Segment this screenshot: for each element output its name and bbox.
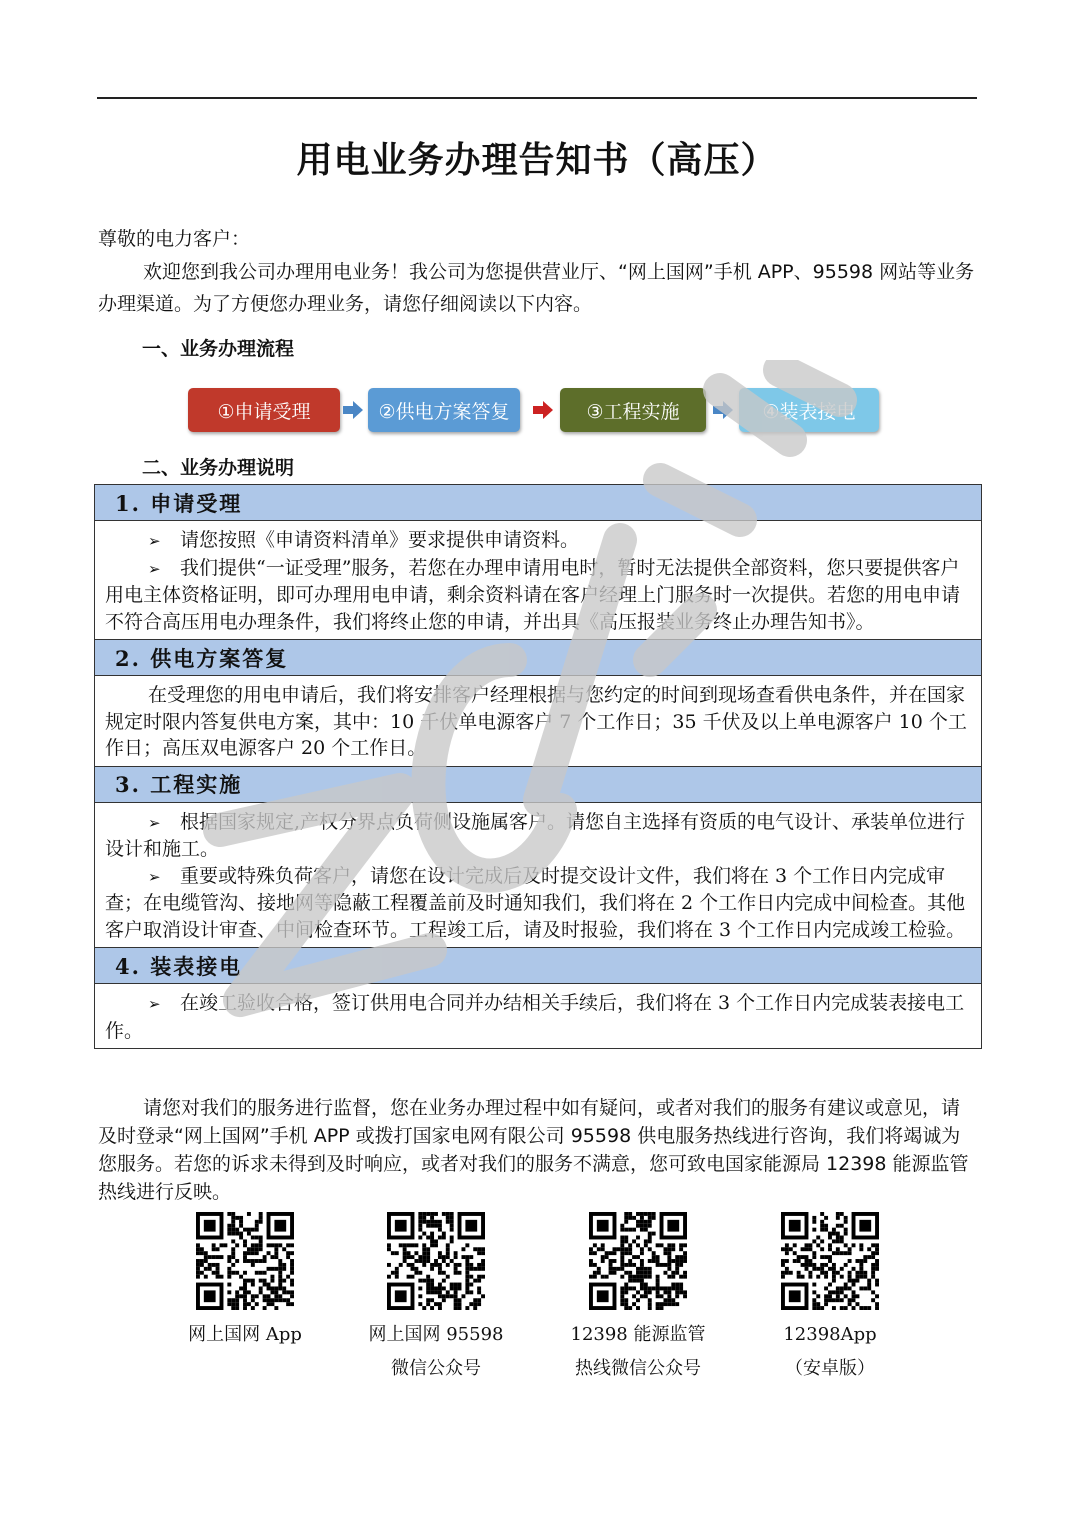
bullet-arrow-icon: ➢: [148, 995, 161, 1013]
flow-arrow-icon: [342, 399, 364, 421]
header-rule: [97, 97, 977, 99]
section-heading-explanation: 二、业务办理说明: [142, 457, 295, 479]
qr-code-icon[interactable]: [387, 1212, 485, 1310]
qr-label-line2: 热线微信公众号: [575, 1358, 701, 1379]
flow-step-plan-reply: ②供电方案答复: [368, 388, 520, 432]
flow-arrow-icon: [712, 399, 734, 421]
qr-label-line1: 网上国网 App: [188, 1324, 302, 1345]
section-heading-process: 一、业务办理流程: [142, 338, 295, 360]
flow-step-meter-install: ④装表接电: [739, 388, 879, 432]
bullet-item: ➢ 在竣工验收合格，签订供用电合同并办结相关手续后，我们将在 3 个工作日内完成装表接电工作。: [105, 992, 965, 1042]
table-section-body: [95, 676, 981, 767]
bullet-arrow-icon: ➢: [148, 867, 161, 886]
bullet-item: ➢ 请您按照《申请资料清单》要求提供申请资料。: [105, 527, 971, 555]
qr-label-line2: （安卓版）: [785, 1358, 875, 1379]
qr-item: [750, 1212, 910, 1386]
table-section-heading: 1. 申请受理: [95, 485, 981, 521]
explanation-table: [94, 484, 982, 1049]
paragraph: 在受理您的用电申请后，我们将安排客户经理根据与您约定的时间到现场查看供电条件，并在国家规定时限内答复供电方案，其中：10 千伏单电源客户 7 个工作日；35 千伏及以上单电源客户 10 个工作日；高压双电源客户 20 个工作日。: [105, 684, 967, 759]
qr-label-line1: 12398 能源监管: [570, 1324, 706, 1345]
table-section-body: [95, 803, 981, 949]
page-title: 用电业务办理告知书（高压）: [296, 139, 778, 181]
table-section-body: [95, 521, 981, 640]
qr-label-line2: 微信公众号: [391, 1358, 481, 1379]
table-section-heading: 3. 工程实施: [95, 767, 981, 803]
bullet-arrow-icon: ➢: [148, 559, 161, 578]
greeting: 尊敬的电力客户：: [98, 228, 251, 250]
bullet-arrow-icon: ➢: [148, 813, 161, 832]
qr-item: [548, 1212, 728, 1386]
table-section-body: [95, 984, 981, 1048]
qr-label-line1: 12398App: [783, 1324, 877, 1345]
qr-item: [356, 1212, 516, 1386]
bullet-item: ➢ 我们提供“一证受理”服务，若您在办理申请用电时，暂时无法提供全部资料，您只要提供客户用电主体资格证明，即可办理用电申请，剩余资料请在客户经理上门服务时一次提供。若您的用电申请不符合高压用电办理条件，我们将终止您的申请，并出具《高压报装业务终止办理告知书》。: [105, 556, 961, 633]
flow-step-apply: ①申请受理: [188, 388, 340, 432]
table-section-heading: 4. 装表接电: [95, 948, 981, 984]
bullet-arrow-icon: ➢: [148, 532, 161, 550]
bullet-item: ➢ 重要或特殊负荷客户，请您在设计完成后及时提交设计文件，我们将在 3 个工作日内完成审查；在电缆管沟、接地网等隐蔽工程覆盖前及时通知我们，我们将在 2 个工作日内完成中间检查。其他客户取消设计审查、中间检查环节。工程竣工后，请及时报验，我们将在 3 个工作日内完成竣工检验。: [105, 864, 966, 941]
qr-code-icon[interactable]: [781, 1212, 879, 1310]
qr-code-icon[interactable]: [196, 1212, 294, 1310]
table-section-heading: 2. 供电方案答复: [95, 640, 981, 676]
process-flow: [188, 388, 888, 432]
flow-step-construction: ③工程实施: [560, 388, 706, 432]
qr-label-line1: 网上国网 95598: [368, 1324, 504, 1345]
bullet-item: ➢ 根据国家规定,产权分界点负荷侧设施属客户。请您自主选择有资质的电气设计、承装单位进行设计和施工。: [105, 810, 966, 860]
closing-paragraph: 请您对我们的服务进行监督，您在业务办理过程中如有疑问，或者对我们的服务有建议或意见，请及时登录“网上国网”手机 APP 或拨打国家电网有限公司 95598 供电服务热线进行咨询，我们将竭诚为您服务。若您的诉求未得到及时响应，或者对我们的服务不满意，您可致电国家能源局 12398 能源监管热线进行反映。: [98, 1097, 969, 1203]
qr-item: [165, 1212, 325, 1352]
flow-arrow-icon: [532, 399, 554, 421]
intro-paragraph: 欢迎您到我公司办理用电业务！我公司为您提供营业厅、“网上国网”手机 APP、95598 网站等业务办理渠道。为了方便您办理业务，请您仔细阅读以下内容。: [98, 261, 975, 315]
qr-code-icon[interactable]: [589, 1212, 687, 1310]
